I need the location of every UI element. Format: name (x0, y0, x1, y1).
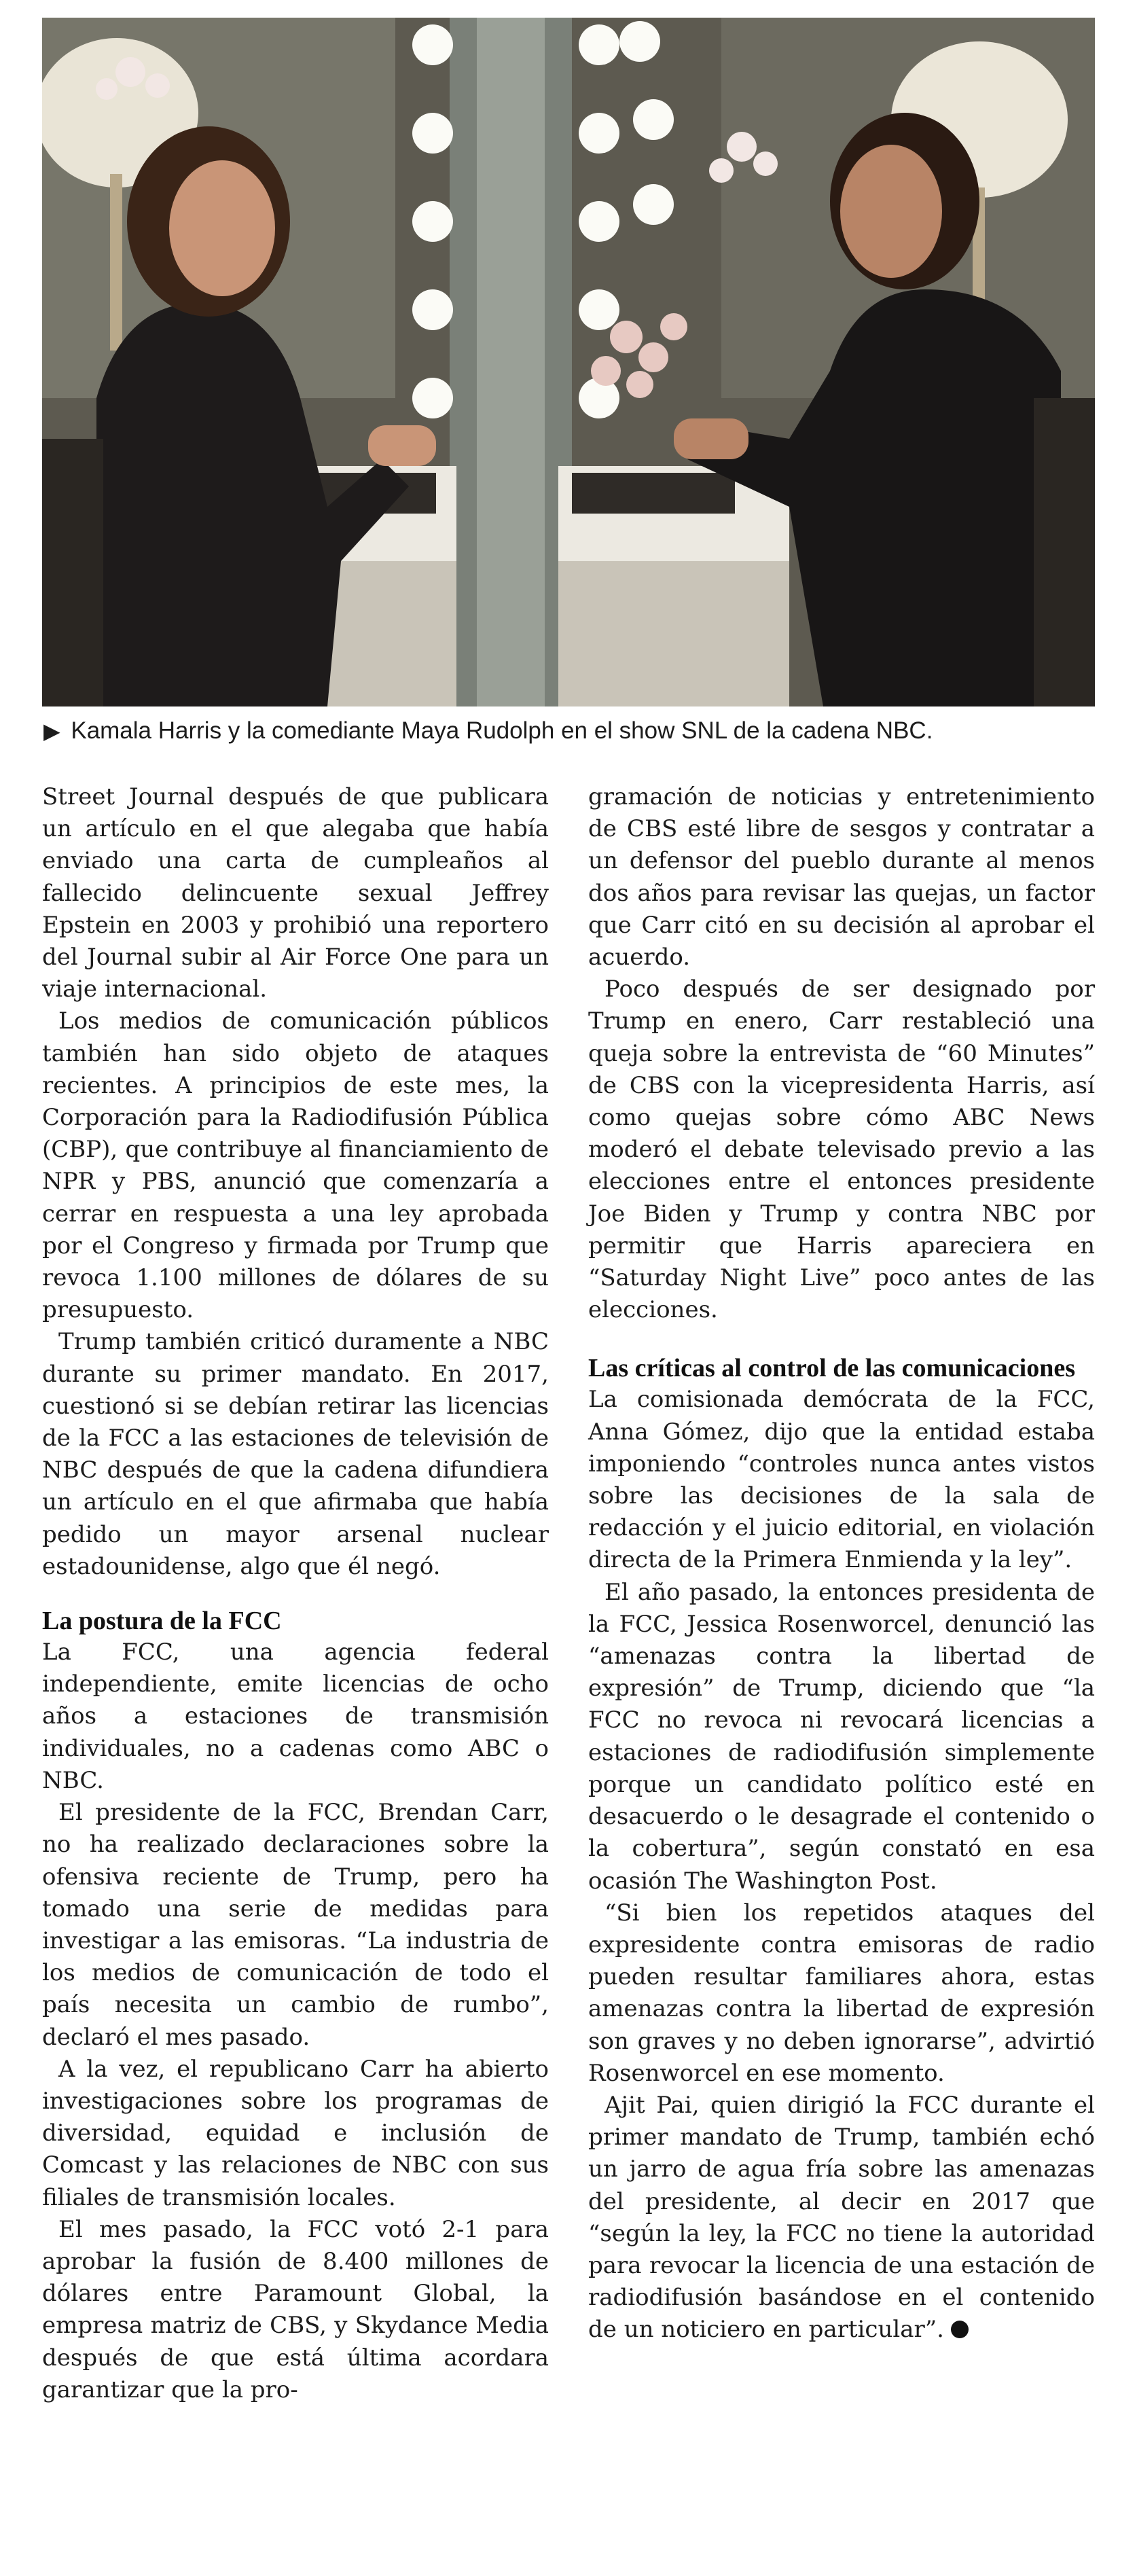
paragraph-text: Ajit Pai, quien dirigió la FCC durante el primer mandato de Trump, también echó un jarro de agua fría sobre las amenazas del presidente, al decir en 2017 que “según la ley, la FCC no tiene la autoridad para revocar la licencia de una estación de radiodifusión basándose en el contenido de un noticiero en particular”. (588, 2091, 1095, 2344)
article-paragraph (42, 1797, 549, 2054)
paragraph-text: El año pasado, la entonces presidenta de la FCC, Jessica Rosenworcel, denunció las “amenazas contra la libertad de expresión” de Trump, diciendo que “la FCC no revoca ni revocará licencias a estaciones de radiodifusión simplemente porque un candidato político esté en desacuerdo o le desagrade el contenido o la cobertura”, según constató en esa ocasión The Washington Post. (588, 1578, 1095, 1895)
caption-text: Kamala Harris y la comediante Maya Rudolph en el show SNL de la cadena NBC. (71, 717, 933, 744)
article-paragraph (588, 1384, 1095, 1576)
article-photo (42, 18, 1095, 706)
article-paragraph (42, 781, 549, 1005)
article-paragraph (42, 2054, 549, 2214)
article-paragraph (588, 973, 1095, 1326)
paragraph-text: A la vez, el republicano Carr ha abierto investigaciones sobre los programas de diversidad, equidad e inclusión de Comcast y las relaciones de NBC con sus filiales de transmisión locales. (42, 2055, 549, 2211)
paragraph-text: El mes pasado, la FCC votó 2-1 para aprobar la fusión de 8.400 millones de dólares entre Paramount Global, la empresa matriz de CBS, y Skydance Media después de que está última acordara garantizar que la pro- (42, 2215, 549, 2403)
article-paragraph (42, 1636, 549, 1797)
article-paragraph (42, 2214, 549, 2406)
article-column-right (588, 781, 1095, 2346)
section-heading: La postura de la FCC (42, 1607, 282, 1636)
end-of-article-dot-icon (951, 2321, 969, 2338)
paragraph-text: El presidente de la FCC, Brendan Carr, no ha realizado declaraciones sobre la ofensiva reciente de Trump, pero ha tomado una serie de medidas para investigar a las emisoras. “La industria de los medios de comunicación de todo el país necesita un cambio de rumbo”, declaró el mes pasado. (42, 1799, 549, 2051)
paragraph-text: Trump también criticó duramente a NBC durante su primer mandato. En 2017, cuestionó si se debían retirar las licencias de la FCC a las estaciones de televisión de NBC después de que la cadena difundiera un artículo en el que afirmaba que había pedido un mayor arsenal nuclear estadounidense, algo que él negó. (42, 1328, 549, 1580)
article-paragraph (42, 1005, 549, 1326)
article-paragraph (588, 2090, 1095, 2346)
paragraph-text: La FCC, una agencia federal independiente, emite licencias de ocho años a estaciones de transmisión individuales, no a cadenas como ABC o NBC. (42, 1639, 549, 1794)
paragraph-text: Street Journal después de que publicara un artículo en el que alegaba que había enviado una carta de cumpleaños al fallecido delincuente sexual Jeffrey Epstein en 2003 y prohibió una reportero del Journal subir al Air Force One para un viaje internacional. (42, 783, 549, 1003)
photo-caption (43, 715, 1096, 747)
article-paragraph (588, 1577, 1095, 1897)
paragraph-text: Poco después de ser designado por Trump en enero, Carr restableció una queja sobre la entrevista de “60 Minutes” de CBS con la vicepresidenta Harris, así como quejas sobre cómo ABC News moderó el debate televisado previo a las elecciones entre el entonces presidente Joe Biden y Trump y contra NBC por permitir que Harris apareciera en “Saturday Night Live” poco antes de las elecciones. (588, 976, 1095, 1324)
article-paragraph (588, 781, 1095, 973)
paragraph-text: gramación de noticias y entretenimiento de CBS esté libre de sesgos y contratar a un defensor del pueblo durante al menos dos años para revisar las quejas, un factor que Carr citó en su decisión al aprobar el acuerdo. (588, 783, 1095, 971)
article-column-left (42, 781, 549, 2406)
paragraph-text: “Si bien los repetidos ataques del expresidente contra emisoras de radio pueden resultar familiares ahora, estas amenazas contra la libertad de expresión son graves y no deben ignorarse”, advirtió Rosenworcel en ese momento. (588, 1899, 1095, 2087)
photo-illustration (42, 18, 1095, 706)
paragraph-text: La comisionada demócrata de la FCC, Anna Gómez, dijo que la entidad estaba imponiendo “controles nunca antes vistos sobre las decisiones de la sala de redacción y el juicio editorial, en violación directa de la Primera Enmienda y la ley”. (588, 1386, 1095, 1574)
section-heading: Las críticas al control de las comunicaciones (588, 1354, 1076, 1383)
article-paragraph (42, 1326, 549, 1583)
article-paragraph (588, 1897, 1095, 2090)
paragraph-text: Los medios de comunicación públicos también han sido objeto de ataques recientes. A principios de este mes, la Corporación para la Radiodifusión Pública (CBP), que contribuye al financiamiento de NPR y PBS, anunció que comenzaría a cerrar en respuesta a una ley aprobada por el Congreso y firmada por Trump que revoca 1.100 millones de dólares de su presupuesto. (42, 1007, 549, 1324)
caption-arrow-icon: ▶ (43, 719, 60, 743)
